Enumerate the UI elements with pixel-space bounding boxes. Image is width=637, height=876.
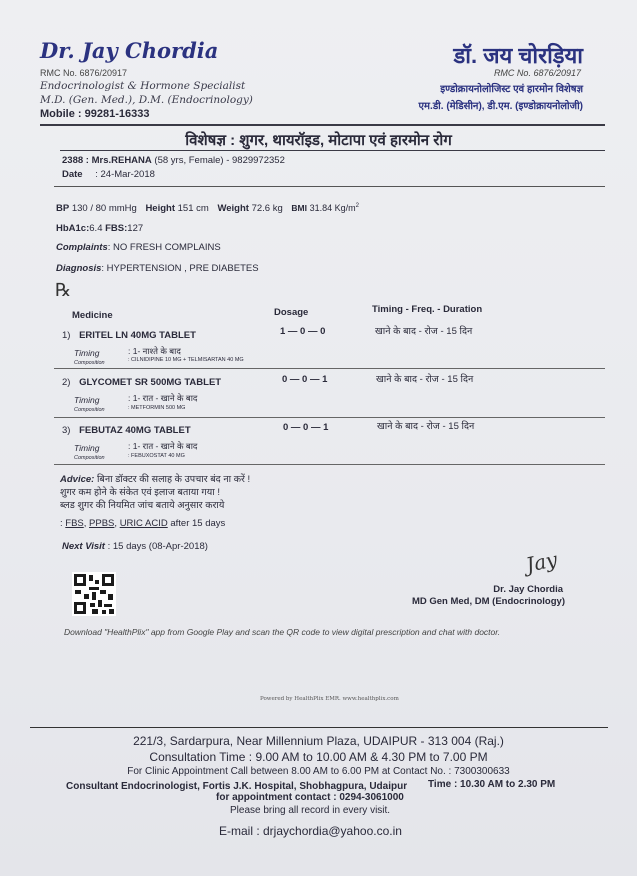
medicine-1-timing: : 1- नाश्ते के बाद <box>128 346 181 356</box>
tests-suffix: after 15 days <box>170 518 226 529</box>
diagnosis-row <box>56 263 259 274</box>
signature-mark: Jay <box>523 547 560 577</box>
complaints-row <box>56 242 221 253</box>
medicine-2-timing-label: Timing <box>74 395 100 405</box>
diagnosis-value: : HYPERTENSION , PRE DIABETES <box>101 263 259 274</box>
powered-by: Powered by HealthPlix EMR. www.healthplix.com <box>260 696 399 702</box>
next-visit-value: : 15 days (08-Apr-2018) <box>107 541 208 552</box>
date-value: : 24-Mar-2018 <box>95 169 155 180</box>
medicine-2-name: GLYCOMET SR 500MG TABLET <box>79 377 222 388</box>
medicine-1-timing-label: Timing <box>74 348 100 358</box>
rmc-number-en: RMC No. 6876/20917 <box>40 68 128 78</box>
hba1c-label: HbA1c: <box>56 223 90 234</box>
footer-divider <box>30 727 608 728</box>
medicine-3-composition: : FEBUXOSTAT 40 MG <box>128 453 185 459</box>
header-timing: Timing - Freq. - Duration <box>372 304 483 315</box>
medicine-1-composition: : CILNIDIPINE 10 MG + TELMISARTAN 40 MG <box>128 357 244 363</box>
medicine-2-timing: : 1- रात - खाने के बाद <box>128 393 198 403</box>
banner-divider <box>60 150 605 151</box>
medicine-3-name-row <box>62 425 191 436</box>
medicine-3-divider <box>54 464 605 465</box>
footer-email: E-mail : drjaychordia@yahoo.co.in <box>219 824 402 838</box>
weight-value: 72.6 kg <box>251 203 283 215</box>
doctor-name-hi: डॉ. जय चोरड़िया <box>453 43 583 68</box>
medicine-2-divider <box>54 417 605 418</box>
patient-sep: : <box>85 155 89 166</box>
advice-line-1 <box>60 472 250 485</box>
medicine-3-dosage: 0 — 0 — 1 <box>283 422 329 433</box>
medicine-2-composition: : METFORMIN 500 MG <box>128 405 186 411</box>
fbs-value: 127 <box>127 223 144 234</box>
medicine-1-composition-label: Composition <box>74 360 105 366</box>
patient-name: Mrs.REHANA <box>91 155 152 166</box>
test-fbs: FBS <box>65 518 84 529</box>
tests-prefix: : <box>60 518 63 529</box>
degrees-hi: एम.डी. (मेडिसीन), डी.एम. (इण्डोक्रायनोलोजी) <box>418 101 583 112</box>
advice-label: Advice: <box>60 474 95 485</box>
medicine-2-freq: खाने के बाद - रोज - 15 दिन <box>376 374 474 385</box>
hba1c-value: 6.4 <box>89 223 103 234</box>
medicine-3-num: 3) <box>62 425 71 436</box>
medicine-2-composition-label: Composition <box>74 407 105 413</box>
rmc-number-hi: RMC No. 6876/20917 <box>493 68 581 78</box>
medicine-2-num: 2) <box>62 377 71 388</box>
test-ppbs: PPBS <box>89 518 115 529</box>
degrees-en: M.D. (Gen. Med.), D.M. (Endocrinology) <box>40 94 253 106</box>
header-divider <box>40 124 605 126</box>
specialty-hi: इण्डोक्रायनोलोजिस्ट एवं हारमोन विशेषज्ञ <box>440 84 583 95</box>
labs-row <box>56 223 143 234</box>
medicine-3-freq: खाने के बाद - रोज - 15 दिन <box>377 421 475 432</box>
date-label: Date <box>62 169 83 180</box>
complaints-value: : NO FRESH COMPLAINS <box>107 242 221 253</box>
signature-degree: MD Gen Med, DM (Endocrinology) <box>411 596 565 607</box>
medicine-1-freq: खाने के बाद - रोज - 15 दिन <box>375 326 473 337</box>
medicine-1-num: 1) <box>62 330 71 341</box>
vitals-row <box>56 203 359 214</box>
next-visit-label: Next Visit <box>62 541 105 552</box>
bmi-label: BMI <box>291 203 307 214</box>
height-label: Height <box>145 203 175 215</box>
patient-details: (58 yrs, Female) - 9829972352 <box>154 155 285 166</box>
diagnosis-label: Diagnosis <box>56 263 102 274</box>
fbs-label: FBS: <box>105 223 128 234</box>
height-value: 151 cm <box>177 203 209 215</box>
footer-fortis-time: Time : 10.30 AM to 2.30 PM <box>428 779 556 790</box>
test-uric-acid: URIC ACID <box>119 518 168 529</box>
specialty-banner: विशेषज्ञ : शुगर, थायरॉइड, मोटापा एवं हारमोन रोग <box>185 132 452 149</box>
header-dosage: Dosage <box>274 307 309 318</box>
bp-label: BP <box>56 203 70 215</box>
medicine-1-name-row <box>62 330 196 341</box>
footer-address: 221/3, Sardarpura, Near Millennium Plaza, UDAIPUR - 313 004 (Raj.) <box>133 734 504 748</box>
weight-label: Weight <box>217 203 249 215</box>
advice-text-1: बिना डॉक्टर की सलाह के उपचार बंद ना करें ! <box>96 474 251 485</box>
qr-code-icon <box>72 572 116 616</box>
medicine-1-dosage: 1 — 0 — 0 <box>280 326 326 337</box>
specialty-en: Endocrinologist & Hormone Specialist <box>40 80 246 92</box>
footer-fortis-contact: for appointment contact : 0294-3061000 <box>216 792 404 803</box>
medicine-3-name: FEBUTAZ 40MG TABLET <box>79 425 191 436</box>
next-visit-row <box>62 541 208 552</box>
tests-row: : FBS, PPBS, URIC ACID after 15 days <box>60 518 226 529</box>
header-medicine: Medicine <box>72 310 113 321</box>
mobile-number: Mobile : 99281-16333 <box>40 108 150 120</box>
advice-line-3: ब्लड शुगर की नियमित जांच बताये अनुसार कराये <box>60 500 225 511</box>
bp-value: 130 / 80 mmHg <box>71 203 137 215</box>
patient-id: 2388 <box>62 155 84 166</box>
medicine-3-timing-label: Timing <box>74 443 100 453</box>
medicine-3-timing: : 1- रात - खाने के बाद <box>128 441 198 451</box>
medicine-2-dosage: 0 — 0 — 1 <box>282 374 328 385</box>
medicine-3-composition-label: Composition <box>74 455 105 461</box>
patient-info <box>62 155 285 166</box>
footer-bring-records: Please bring all record in every visit. <box>230 805 391 816</box>
visit-date <box>62 169 155 180</box>
footer-consult-time: Consultation Time : 9.00 AM to 10.00 AM & 4.30 PM to 7.00 PM <box>149 750 488 764</box>
doctor-name-en: Dr. Jay Chordia <box>40 38 219 63</box>
medicine-2-name-row <box>62 377 221 388</box>
medicine-1-name: ERITEL LN 40MG TABLET <box>79 330 196 341</box>
advice-line-2: शुगर कम होने के संकेत एवं इलाज बताया गया ! <box>60 487 221 498</box>
rx-symbol-icon: ℞ <box>55 280 72 301</box>
footer-appointment: For Clinic Appointment Call between 8.00 AM to 6.00 PM at Contact No. : 7300300633 <box>127 766 510 777</box>
patient-divider <box>54 186 605 187</box>
medicine-1-divider <box>54 368 605 369</box>
complaints-label: Complaints <box>56 242 108 253</box>
signature-name: Dr. Jay Chordia <box>493 584 563 595</box>
bmi-value: 31.84 Kg/m <box>309 203 356 214</box>
bmi-unit-sup: 2 <box>355 203 359 209</box>
download-note: Download "HealthPlix" app from Google Play and scan the QR code to view digital prescription and chat with doctor. <box>64 627 501 637</box>
footer-fortis: Consultant Endocrinologist, Fortis J.K. Hospital, Shobhagpura, Udaipur <box>66 781 408 792</box>
